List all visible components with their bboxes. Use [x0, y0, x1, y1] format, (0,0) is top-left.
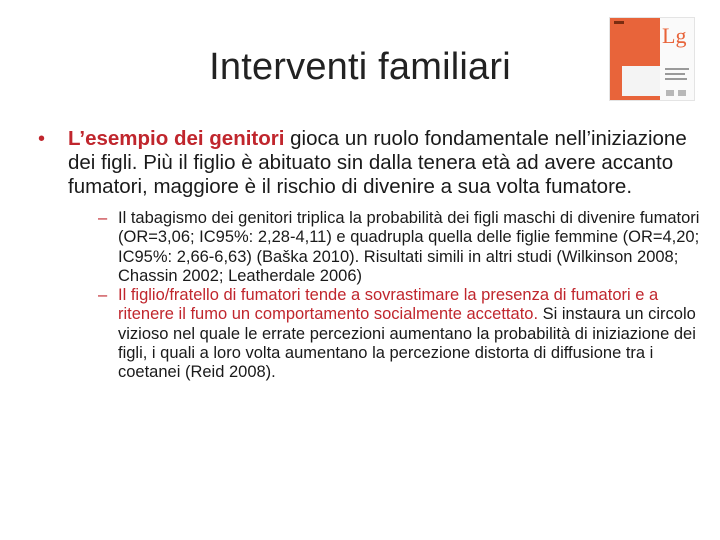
cover-line	[665, 68, 689, 70]
cover-sheet	[622, 66, 660, 96]
slide-body	[30, 127, 700, 383]
cover-line	[665, 78, 687, 80]
cover-logo: Lg	[662, 23, 687, 48]
bullet-highlight: L’esempio dei genitori	[68, 127, 285, 150]
bullet-item	[30, 127, 700, 199]
subbullet-marker: –	[98, 286, 108, 305]
subbullet-text: Il tabagismo dei genitori triplica la probabilità dei figli maschi di divenire fumatori (OR=3,06; IC95%: 2,28-4,11) e quadrupla quella delle figlie femmine (OR=4,20; IC95%: 2,66-6,63) (Baška 2010). Risultati simili in altri studi (Wilkinson 2008; Chassin 2002; Leatherdale 2006)	[118, 209, 700, 285]
subbullet-highlight: Il figlio/fratello di fumatori tende a sovrastimare la presenza di fumatori e a ritenere il fumo un comportamento socialmente accettato.	[118, 286, 659, 324]
subbullet-marker: –	[98, 209, 108, 227]
subbullet-text: Si instaura un circolo vizioso nel quale le errate percezioni aumentano la probabilità di iniziazione dei figli, i quali a loro volta aumentano la percezione distorta di diffusione tra i coetanei (Reid 2008).	[118, 305, 696, 382]
slide-title: Interventi familiari	[209, 46, 511, 88]
guideline-cover-thumbnail	[609, 17, 695, 101]
cover-mark	[614, 21, 624, 24]
subbullet-item	[98, 209, 700, 286]
bullet-marker: •	[38, 128, 46, 150]
bullet-text: gioca un ruolo fondamentale nell’iniziazione dei figli. Più il figlio è abituato sin dalla tenera età ad avere accanto fumatori, maggiore è il rischio di divenire a sua volta fumatore.	[68, 127, 687, 198]
subbullet-item	[98, 286, 700, 382]
cover-line	[665, 73, 685, 75]
cover-footer-logo	[678, 90, 686, 96]
cover-footer-logo	[666, 90, 674, 96]
